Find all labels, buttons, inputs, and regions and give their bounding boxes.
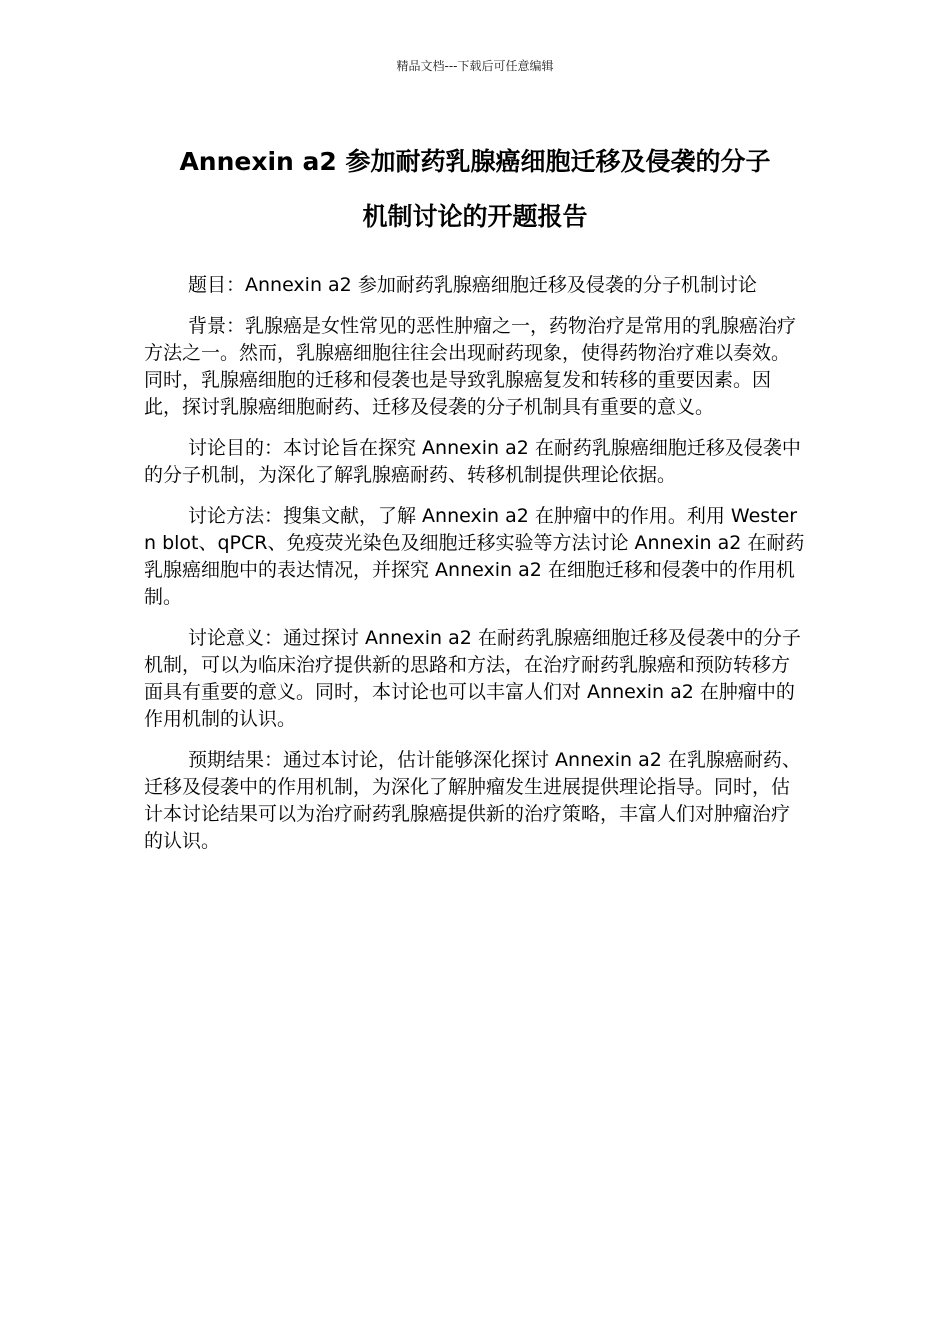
paragraph-significance: 讨论意义：通过探讨 Annexin a2 在耐药乳腺癌细胞迁移及侵袭中的分子机制，可以为临床治疗提供新的思路和方法，在治疗耐药乳腺癌和预防转移方面具有重要的意义。同时，本讨论也可以丰富人们对 Annexin a2 在肿瘤中的作用机制的认识。 bbox=[144, 627, 801, 730]
paragraph-topic: 题目：Annexin a2 参加耐药乳腺癌细胞迁移及侵袭的分子机制讨论 bbox=[188, 274, 757, 296]
title-line-2: 机制讨论的开题报告 bbox=[362, 202, 588, 231]
paragraph-methods: 讨论方法：搜集文献，了解 Annexin a2 在肿瘤中的作用。利用 Western blot、qPCR、免疫荧光染色及细胞迁移实验等方法讨论 Annexin a2 在耐药乳腺癌细胞中的表达情况，并探究 Annexin a2 在细胞迁移和侵袭中的作用机制。 bbox=[144, 505, 805, 608]
paragraph-expected-results: 预期结果：通过本讨论，估计能够深化探讨 Annexin a2 在乳腺癌耐药、迁移及侵袭中的作用机制，为深化了解肿瘤发生进展提供理论指导。同时，估计本讨论结果可以为治疗耐药乳腺癌提供新的治疗策略，丰富人们对肿瘤治疗的认识。 bbox=[144, 749, 801, 852]
paragraph-purpose: 讨论目的：本讨论旨在探究 Annexin a2 在耐药乳腺癌细胞迁移及侵袭中的分子机制，为深化了解乳腺癌耐药、转移机制提供理论依据。 bbox=[144, 437, 801, 486]
document-title bbox=[120, 134, 830, 244]
document-body bbox=[144, 272, 806, 869]
paragraph-background: 背景：乳腺癌是女性常见的恶性肿瘤之一，药物治疗是常用的乳腺癌治疗方法之一。然而，乳腺癌细胞往往会出现耐药现象，使得药物治疗难以奏效。同时，乳腺癌细胞的迁移和侵袭也是导致乳腺癌复发和转移的重要因素。因此，探讨乳腺癌细胞耐药、迁移及侵袭的分子机制具有重要的意义。 bbox=[144, 315, 797, 418]
title-line-1: Annexin a2 参加耐药乳腺癌细胞迁移及侵袭的分子 bbox=[179, 147, 771, 176]
header-note: 精品文档---下载后可任意编辑 bbox=[396, 59, 554, 73]
